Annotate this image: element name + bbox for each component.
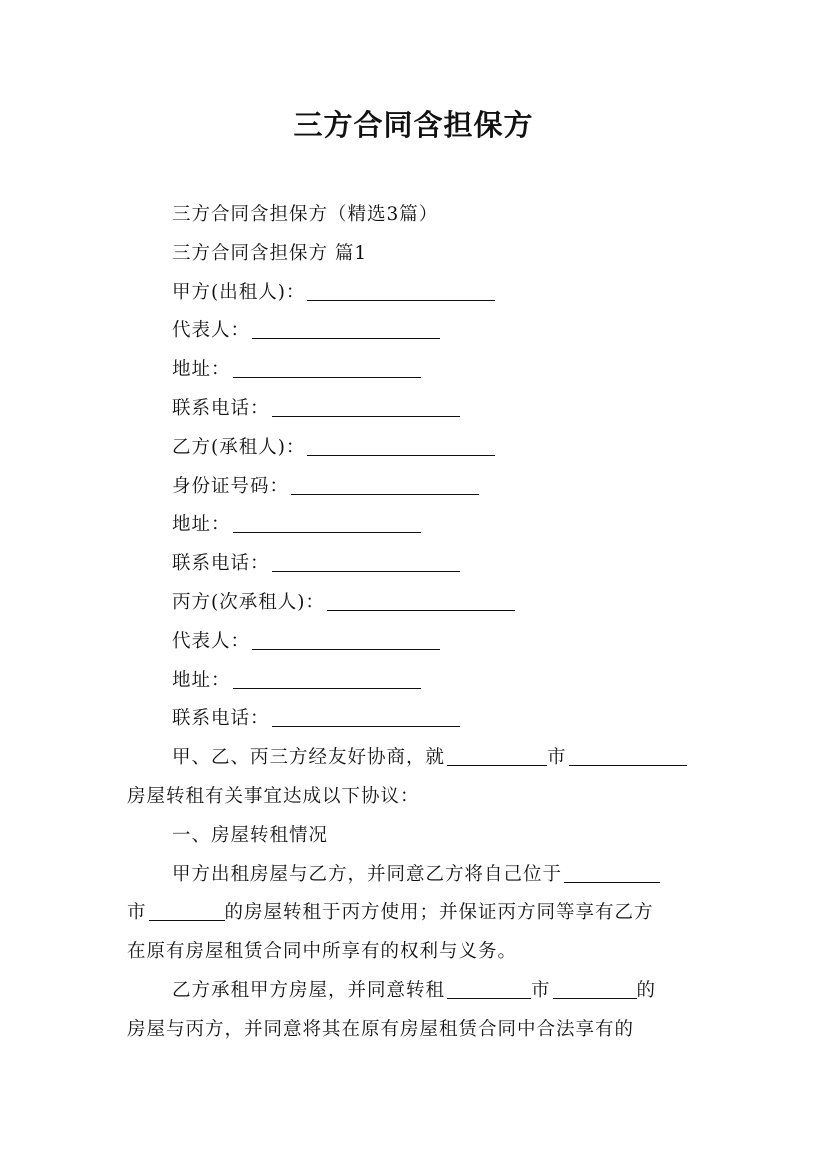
- field-party-c: [127, 584, 703, 623]
- fill-blank: [272, 704, 460, 727]
- fill-blank: [327, 588, 515, 611]
- fill-blank: [447, 743, 547, 766]
- field-phone-2: [127, 545, 703, 584]
- fill-blank: [233, 510, 421, 533]
- field-label: 甲方(出租人)：: [172, 281, 306, 303]
- fill-blank: [307, 278, 495, 301]
- field-label: 地址：: [172, 514, 231, 536]
- fill-blank: [233, 355, 421, 378]
- field-label: 丙方(次承租人)：: [172, 591, 325, 613]
- fill-blank: [447, 976, 531, 999]
- document-title: 三方合同含担保方: [293, 108, 534, 142]
- field-label: 代表人：: [172, 320, 251, 342]
- clause-1-line-3: 在原有房屋租赁合同中所享有的权利与义务。: [127, 941, 518, 963]
- document-body: [127, 196, 703, 1050]
- field-label: 地址：: [172, 669, 231, 691]
- clause-2-line-2: 房屋与丙方，并同意将其在原有房屋租赁合同中合法享有的: [127, 1018, 635, 1040]
- fill-blank: [553, 976, 637, 999]
- clause-text: 的房屋转租于丙方使用；并保证丙方同等享有乙方: [224, 902, 654, 924]
- field-party-a: [127, 274, 703, 313]
- field-label: 代表人：: [172, 630, 251, 652]
- fill-blank: [569, 743, 687, 766]
- field-label: 身份证号码：: [172, 475, 290, 497]
- fill-blank: [272, 394, 460, 417]
- clause-heading: 一、房屋转租情况: [172, 824, 329, 846]
- field-label: 乙方(承租人)：: [172, 436, 306, 458]
- fill-blank: [149, 898, 225, 921]
- field-label: 联系电话：: [172, 553, 270, 575]
- section-heading: 三方合同含担保方 篇1: [172, 242, 368, 264]
- fill-blank: [252, 316, 440, 339]
- clause-1-line-2: [127, 894, 703, 933]
- intro-city: 市: [547, 747, 567, 769]
- clause-city: 市: [531, 979, 551, 1001]
- field-label: 联系电话：: [172, 708, 270, 730]
- field-address-1: [127, 351, 703, 390]
- field-address-2: [127, 506, 703, 545]
- fill-blank: [233, 666, 421, 689]
- clause-2-line-1: [127, 972, 703, 1011]
- fill-blank: [272, 549, 460, 572]
- fill-blank: [252, 627, 440, 650]
- fill-blank: [291, 472, 479, 495]
- field-rep-3: [127, 623, 703, 662]
- field-phone-3: [127, 700, 703, 739]
- intro-paragraph-line-2: 房屋转租有关事宜达成以下协议：: [127, 785, 420, 807]
- clause-text: 甲方出租房屋与乙方，并同意乙方将自己位于: [172, 863, 563, 885]
- intro-text: 甲、乙、丙三方经友好协商，就: [172, 747, 446, 769]
- field-address-3: [127, 662, 703, 701]
- clause-text: 乙方承租甲方房屋，并同意转租: [172, 979, 446, 1001]
- intro-paragraph-line-1: [127, 739, 703, 778]
- field-rep-1: [127, 312, 703, 351]
- clause-city: 市: [127, 902, 147, 924]
- field-label: 地址：: [172, 359, 231, 381]
- fill-blank: [564, 860, 660, 883]
- field-phone-1: [127, 390, 703, 429]
- field-label: 联系电话：: [172, 397, 270, 419]
- clause-text: 的: [636, 979, 657, 1001]
- clause-1-line-1: [127, 856, 703, 895]
- field-party-b: [127, 429, 703, 468]
- field-id-number: [127, 468, 703, 507]
- document-subtitle: 三方合同含担保方（精选3篇）: [172, 204, 439, 225]
- fill-blank: [307, 433, 495, 456]
